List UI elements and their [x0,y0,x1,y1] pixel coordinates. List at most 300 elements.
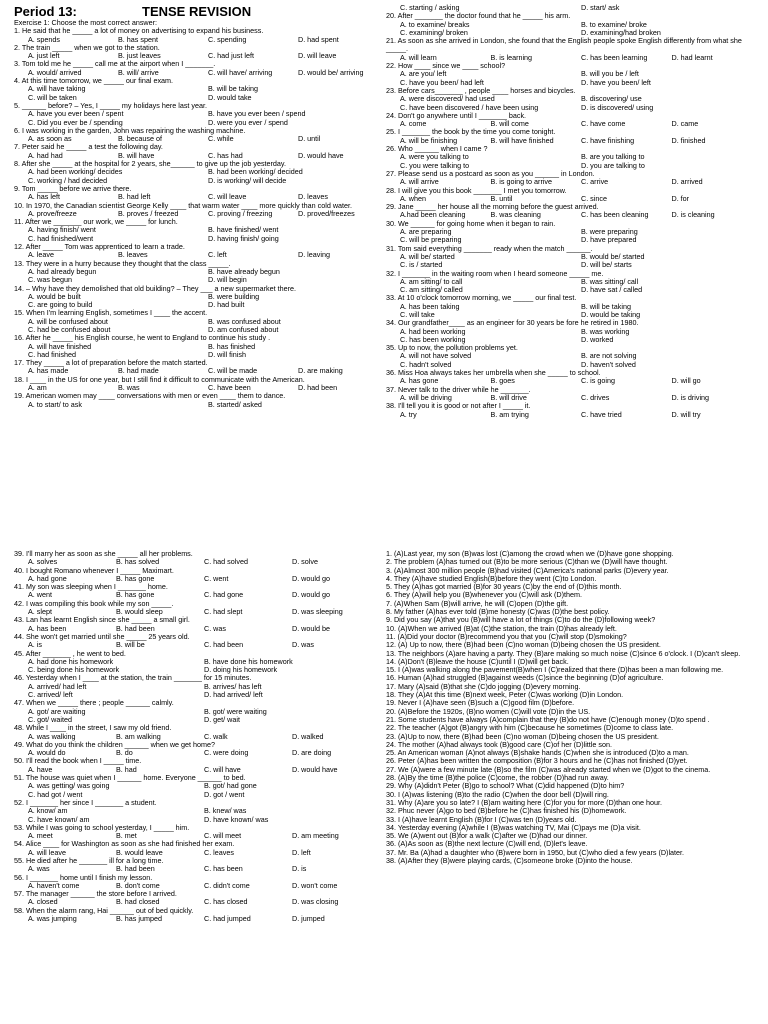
answer-option[interactable]: C. have you been/ had left [400,77,484,87]
answer-option[interactable]: C. hadn't solved [400,359,452,369]
question-item [14,874,380,891]
answer-option[interactable]: B. has gone [116,573,155,583]
bottom-right-column [386,550,762,865]
answer-option[interactable]: B. will drive [490,392,527,402]
answer-option[interactable]: A. has gone [400,376,439,386]
answer-option[interactable]: B. has jumped [116,914,162,924]
answer-option[interactable]: B. have you ever been / spend [208,109,306,119]
answer-option[interactable]: C. had finished/went [28,233,94,243]
error-sentence: 28. (A)By the time (B)the police (C)come, the robber (D)had run away. [386,773,609,783]
answer-option[interactable]: C. working / had decided [28,175,108,185]
answer-option[interactable]: C. has been cleaning [581,210,649,220]
question-item [386,87,762,112]
answer-option[interactable]: D. have known/ was [204,814,269,824]
answer-options [14,658,380,675]
question-number: 1. [14,26,20,36]
answer-option[interactable]: D. had been [298,383,338,393]
question-number: 7. [14,142,20,152]
answer-option[interactable]: A. were you talking to [400,152,469,162]
answer-option[interactable]: C. will meet [204,831,242,841]
answer-option[interactable]: D. was sleeping [292,607,343,617]
error-sentence: 19. Never I (A)have seen (B)such a (C)good film (D)before. [386,698,575,708]
answer-option[interactable]: C. drives [581,392,610,402]
answer-option[interactable]: A. come [400,119,427,129]
answer-options [386,411,762,419]
answer-option[interactable]: C. have come [581,119,626,129]
answer-option[interactable]: B. had been working/ decided [208,167,303,177]
answer-option[interactable]: C. while [208,134,234,144]
answer-option[interactable]: C. had got / went [28,789,83,799]
answer-option[interactable]: C. had gone [204,590,244,600]
answer-option[interactable]: D. doing his homework [204,665,278,675]
answer-option[interactable]: A. to start/ to ask [28,399,82,409]
answer-option[interactable]: B. had made [118,366,159,376]
answer-option[interactable]: B. was cleaning [490,210,541,220]
answer-option[interactable]: B. proves / freezed [118,208,179,218]
answer-option[interactable]: D. you are talking to [581,160,645,170]
answer-option[interactable]: C. will leave [208,192,247,202]
answer-option[interactable]: D. is cleaning [671,210,715,220]
answer-option[interactable]: A. will leave [28,847,66,857]
answer-option[interactable]: C. examining/ broken [400,27,468,37]
answer-option[interactable]: C. was begun [28,275,72,285]
answer-option[interactable]: B. is going to arrive [490,177,553,187]
answer-option[interactable]: A. got/ are waiting [28,706,86,716]
answer-option[interactable]: A. had been working/ decides [28,167,123,177]
answer-option[interactable]: B. got/ were waiting [204,706,267,716]
answer-option[interactable]: A. has left [28,192,60,202]
answer-option[interactable]: C. will take [400,309,435,319]
error-sentence: 23. (A)Up to now, there (B)had been (C)no woman (D)being chosen the US president. [386,731,659,741]
answer-option[interactable]: A. had gone [28,573,67,583]
question-item [14,243,388,260]
answer-option[interactable]: B. would leave [116,847,163,857]
answer-option[interactable]: C. arrived/ left [28,690,73,700]
answer-option[interactable]: C. have been discovered / have been using [400,102,539,112]
answer-option[interactable]: A. am sitting/ to call [400,276,463,286]
answer-option[interactable]: A. has been [28,623,67,633]
answer-option[interactable]: D. am meeting [292,831,339,841]
answer-option[interactable]: A. had had [28,150,63,160]
answer-option[interactable]: B. have done his homework [204,656,293,666]
answer-option[interactable]: A. had already begun [28,266,97,276]
answer-option[interactable]: A. will not have solved [400,351,472,361]
question-text: My son was sleeping when I _______ home. [26,582,168,592]
answer-option[interactable]: B. was confused about [208,316,281,326]
answer-option[interactable]: A. as soon as [28,134,72,144]
answer-option[interactable]: A. when [400,193,426,203]
answer-options [14,401,388,409]
answer-option[interactable]: B. would be/ started [581,251,645,261]
answer-options [14,782,380,799]
answer-option[interactable]: A. will have taking [28,84,86,94]
answer-options [386,228,762,245]
question-item [386,369,762,386]
answer-option[interactable]: B. started/ asked [208,399,262,409]
answer-option[interactable]: B. just leaves [118,51,161,61]
answer-option[interactable]: B. were building [208,291,260,301]
answer-option[interactable]: B. to examine/ broke [581,19,647,29]
answer-option[interactable]: A. having finish/ went [28,225,96,235]
answer-option[interactable]: D. got / went [204,789,245,799]
answer-option[interactable]: B. will be [116,640,145,650]
answer-option[interactable]: A. have you ever been / spent [28,109,124,119]
answer-option[interactable]: C. proving / freezing [208,208,273,218]
answer-option[interactable]: C. had slept [204,607,243,617]
answer-option[interactable]: B. would sleep [116,607,163,617]
answer-option[interactable]: A. has been taking [400,301,460,311]
question-number: 45. [14,648,24,658]
answer-option[interactable]: C. was [204,623,226,633]
answer-option[interactable]: A. prove/freeze [28,208,77,218]
error-sentence: 16. Human (A)had struggled (B)against weeds (C)since the beginning (D)of agriculture. [386,673,664,683]
answer-option[interactable]: C. had finished [28,349,76,359]
answer-option[interactable]: A. would be built [28,291,81,301]
answer-option[interactable]: C. left [208,250,227,260]
answer-option[interactable]: C. had just left [208,51,254,61]
answer-option[interactable]: D. will go [671,376,701,386]
answer-option[interactable]: D. were you ever / spend [208,117,288,127]
question-item [14,309,388,334]
answer-option[interactable]: A. were discovered/ had used [400,94,495,104]
answer-option[interactable]: D. was [292,640,314,650]
answer-option[interactable]: D. would have [298,150,344,160]
answer-option[interactable]: D. leaving [298,250,330,260]
answer-option[interactable]: D. had arrived/ left [204,690,263,700]
answer-option[interactable]: D. is discovered/ using [581,102,654,112]
answer-option[interactable]: B. is learning [490,52,533,62]
answer-option[interactable]: D. for [671,193,690,203]
question-number: 6. [14,125,20,135]
answer-option[interactable]: B. discovering/ use [581,94,642,104]
answer-option[interactable]: D. would have [292,764,338,774]
answer-option[interactable]: B. was [118,383,140,393]
answer-option[interactable]: A. is [28,640,42,650]
answer-option[interactable]: C. have known/ am [28,814,90,824]
answer-option[interactable]: D. will finish [208,349,246,359]
answer-option[interactable]: D. have you been/ left [581,77,651,87]
question-number: 18. [14,374,24,384]
question-number: 58. [14,905,24,915]
answer-option[interactable]: B. am trying [490,409,529,419]
answer-option[interactable]: A. just left [28,51,60,61]
question-item [14,27,388,44]
answer-option[interactable]: A. closed [28,897,58,907]
question-text: The manager ______ the store before I arrived. [25,889,177,899]
answer-option[interactable]: C. has been working [400,334,466,344]
answer-option[interactable]: B. has finished [208,341,256,351]
answer-option[interactable]: B. had [116,764,137,774]
answer-option[interactable]: B. was sitting/ call [581,276,639,286]
question-text: – Why have they demolished that old building? – They ___ a new supermarket there. [26,283,296,293]
answer-option[interactable]: A. are you/ left [400,69,447,79]
answer-option[interactable]: D. had spent [298,34,339,44]
answer-option[interactable]: C. will have/ arriving [208,67,273,77]
answer-option[interactable]: B. has spent [118,34,158,44]
answer-option[interactable]: A. will arrive [400,177,439,187]
answer-option[interactable]: D. will begin [208,275,247,285]
answer-option[interactable]: D. left [292,847,311,857]
answer-option[interactable]: D. had built [208,300,245,310]
question-text: After _______ , he went to bed. [25,648,126,658]
answer-option[interactable]: D. is driving [671,392,710,402]
question-number: 46. [14,673,24,683]
answer-option[interactable]: A. have [28,764,53,774]
answer-option[interactable]: A. spends [28,34,60,44]
error-sentence: 25. An American woman (A)not always (B)shake hands (C)when she is introduced (D)to a man. [386,748,689,758]
question-number: 56. [14,872,24,882]
answer-option[interactable]: B. do [116,748,133,758]
error-sentence: 8. My father (A)has ever told (B)me honesty (C)was (D)the best policy. [386,607,610,617]
answer-option[interactable]: B. am walking [116,731,161,741]
answer-option[interactable]: D. leaves [298,192,328,202]
question-item [386,294,762,319]
answer-option[interactable]: D. are doing [292,748,332,758]
answer-option[interactable]: B. were preparing [581,227,638,237]
answer-option[interactable]: C. has closed [204,897,248,907]
answer-option[interactable]: C. are going to build [28,300,93,310]
answer-option[interactable]: A. was walking [28,731,76,741]
answer-option[interactable]: D. is working/ will decide [208,175,287,185]
error-sentence: 22. The teacher (A)got (B)angry with him (C)because he sometimes (D)come to class late. [386,723,674,733]
answer-option[interactable]: C. being done his homework [28,665,120,675]
answer-option[interactable]: C. starting / asking [400,3,460,12]
answer-option[interactable]: B. are not solving [581,351,637,361]
question-item [386,203,762,220]
answer-option[interactable]: D. will try [671,409,701,419]
error-sentence: 38. (A)After they (B)were playing cards, (C)someone broke (D)into the house. [386,855,633,865]
answer-option[interactable]: C. spending [208,34,247,44]
answer-option[interactable]: D. haven't solved [581,359,636,369]
answer-option[interactable]: B. are you talking to [581,152,645,162]
period-label: Period 13: [14,4,77,19]
error-sentence: 17. Mary (A)said (B)that she (C)do jogging (D)every morning. [386,681,581,691]
answer-option[interactable]: A. had been working [400,326,466,336]
answer-option[interactable]: D. until [298,134,321,144]
answer-option[interactable]: A. solves [28,557,58,567]
answer-option[interactable]: A. will be confused about [28,316,108,326]
answer-option[interactable]: C. you were talking to [400,160,470,170]
answer-option[interactable]: D. would be [292,623,330,633]
answer-option[interactable]: A. will be driving [400,392,452,402]
question-item [14,567,380,584]
answer-option[interactable]: B. have already begun [208,266,280,276]
answer-option[interactable]: A. would do [28,748,66,758]
answer-option[interactable]: B. had been [116,623,155,633]
answer-option[interactable]: B. arrives/ has left [204,681,262,691]
answer-option[interactable]: C. Did you ever be / spending [28,117,123,127]
answer-option[interactable]: D. walked [292,731,324,741]
question-text: Before cars_______ , people ____ horses and bicycles. [398,85,576,95]
question-number: 38. [386,401,396,411]
answer-option[interactable]: A. will have finished [28,341,92,351]
answer-option[interactable]: A. went [28,590,52,600]
answer-option[interactable]: B. met [116,831,137,841]
answer-option[interactable]: D. arrived [671,177,703,187]
answer-option[interactable]: C. will be taken [28,92,77,102]
error-sentence: 30. I (A)was listening (B)to the radio (C)when the door bell (D)will ring. [386,789,609,799]
answer-option[interactable]: C. walk [204,731,228,741]
error-sentence: 14. (A)Don't (B)leave the house (C)until I (D)will get back. [386,656,569,666]
question-item [14,757,380,774]
answer-option[interactable]: D. solve [292,557,318,567]
answer-option[interactable]: C. am sitting/ called [400,285,463,295]
answer-option[interactable]: D. start/ ask [581,3,620,12]
answer-option[interactable]: A. try [400,409,417,419]
answer-option[interactable]: C. have tried [581,409,622,419]
answer-option[interactable]: D. would be taking [581,309,641,319]
error-sentence: 33. I (A)have learnt English (B)for I (C)was ten (D)years old. [386,814,577,824]
answer-option[interactable]: A. slept [28,607,52,617]
answer-options [386,153,762,170]
answer-option[interactable]: C. has been [204,864,243,874]
answer-options [386,303,762,320]
answer-option[interactable]: C. will have [204,764,241,774]
answer-option[interactable]: A. to examine/ breaks [400,19,470,29]
question-text: I'll marry her as soon as she _____ all her problems. [26,549,193,558]
answer-option[interactable]: D. have prepared [581,235,637,245]
answer-option[interactable]: B. leaves [118,250,148,260]
answer-option[interactable]: C. will be preparing [400,235,462,245]
answer-option[interactable]: D. will be/ starts [581,260,632,270]
question-number: 23. [386,85,396,95]
answer-option[interactable]: D. get/ wait [204,714,240,724]
answer-option[interactable]: A. was jumping [28,914,77,924]
question-number: 53. [14,822,24,832]
answer-option[interactable]: A. will be/ started [400,251,455,261]
answer-option[interactable]: C. had been [204,640,244,650]
answer-option[interactable]: D. would be/ arriving [298,67,364,77]
answer-option[interactable]: D. is [292,864,307,874]
answer-option[interactable]: A. are preparing [400,227,452,237]
answer-option[interactable]: B. has gone [116,590,155,600]
answer-option[interactable]: C. leaves [204,847,234,857]
answer-option[interactable]: B. will/ arrive [118,67,159,77]
question-number: 47. [14,698,24,708]
answer-option[interactable]: D. jumped [292,914,325,924]
answer-option[interactable]: B. got/ had gone [204,781,257,791]
answer-option[interactable]: B. have finished/ went [208,225,279,235]
answer-option[interactable]: A. has made [28,366,69,376]
question-text: Lan has learnt English since she _____ a small girl. [26,615,190,625]
answer-option[interactable]: B. will be taking [208,84,258,94]
answer-option[interactable]: B. had closed [116,897,160,907]
question-item [386,12,762,37]
answer-option[interactable]: A. arrived/ had left [28,681,87,691]
question-number: 32. [386,268,396,278]
answer-option[interactable]: D. proved/freezes [298,208,355,218]
answer-option[interactable]: A. will learn [400,52,437,62]
answer-option[interactable]: A. would/ arrived [28,67,82,77]
answer-option[interactable]: B. will have [118,150,155,160]
question-number: 22. [386,61,396,71]
question-number: 3. [14,59,20,69]
answer-option[interactable]: C. had solved [204,557,248,567]
answer-option[interactable]: D. am confused about [208,324,279,334]
answer-option[interactable]: D. having finish/ going [208,233,279,243]
answer-option[interactable]: B. was working [581,326,630,336]
answer-option[interactable]: B. knew/ was [204,806,247,816]
answer-option[interactable]: B. because of [118,134,162,144]
answer-option[interactable]: C. since [581,193,607,203]
answer-option[interactable]: C. got/ waited [28,714,72,724]
question-text: As soon as she arrived in London, she found that the English people spoke English differently from what she _____. [386,36,742,54]
question-number: 9. [14,183,20,193]
question-text: The house was quiet when I ______ home. Everyone ______ to bed. [25,773,246,783]
answer-option[interactable]: C. has had [208,150,243,160]
answer-options [386,352,762,369]
answer-option[interactable]: A. know/ am [28,806,68,816]
answer-option[interactable]: A. will be finishing [400,135,458,145]
answer-option[interactable]: D. would go [292,573,330,583]
answer-option[interactable]: A. had done his homework [28,656,114,666]
question-text: Up to now, the pollution problems yet. [398,343,518,353]
answer-option[interactable]: D. was closing [292,897,339,907]
answer-option[interactable]: A. haven't come [28,880,80,890]
answer-option[interactable]: B. has solved [116,557,160,567]
answer-option[interactable]: A. was getting/ was going [28,781,110,791]
answer-option[interactable]: A.had been cleaning [400,210,466,220]
answer-option[interactable]: A. leave [28,250,54,260]
question-number: 44. [14,631,24,641]
question-item [14,60,388,77]
answer-option[interactable]: C. is going [581,376,615,386]
answer-option[interactable]: C. have been [208,383,251,393]
answer-option[interactable]: B. until [490,193,513,203]
answer-option[interactable]: D. will leave [298,51,337,61]
answer-option[interactable]: B. don't come [116,880,160,890]
answer-option[interactable]: B. will you be / left [581,69,639,79]
answer-option[interactable]: D. examining/had broken [581,27,661,37]
answer-option[interactable]: B. goes [490,376,515,386]
answer-option[interactable]: C. didn't come [204,880,250,890]
answer-option[interactable]: B. had been [116,864,155,874]
answer-option[interactable]: D. are making [298,366,343,376]
answer-option[interactable]: D. won't come [292,880,338,890]
question-number: 27. [386,168,396,178]
answer-option[interactable]: C. has been learning [581,52,648,62]
answer-option[interactable]: C. were doing [204,748,249,758]
question-text: After _______ the doctor found that he _____ his arm. [397,11,571,21]
answer-option[interactable]: C. went [204,573,229,583]
answer-option[interactable]: D. have sat / called [581,285,643,295]
answer-option[interactable]: B. will be taking [581,301,631,311]
answer-options [14,708,380,725]
answer-option[interactable]: B. will have finished [490,135,554,145]
answer-option[interactable]: B. had left [118,192,151,202]
question-stem [14,550,380,558]
answer-option[interactable]: D. would go [292,590,330,600]
answer-option[interactable]: C. had jumped [204,914,251,924]
answer-option[interactable]: C. will be made [208,366,258,376]
answer-option[interactable]: D. came [671,119,699,129]
answer-option[interactable]: B. will come [490,119,529,129]
answer-options [386,21,762,38]
answer-option[interactable]: C. had be confused about [28,324,111,334]
answer-option[interactable]: D. had learnt [671,52,713,62]
answer-option[interactable]: C. arrive [581,177,609,187]
error-sentence: 31. Why (A)are you so late? I (B)am waiting here (C)for you for more (D)than one hour. [386,797,663,807]
question-stem [386,402,762,410]
answer-option[interactable]: A. am [28,383,47,393]
answer-option[interactable]: D. would take [208,92,252,102]
answer-option[interactable]: C. have finishing [581,135,635,145]
answer-option[interactable]: D. finished [671,135,706,145]
answer-option[interactable]: D. worked [581,334,614,344]
answer-option[interactable]: C. is / started [400,260,443,270]
answer-option[interactable]: A. was [28,864,50,874]
answer-option[interactable]: A. meet [28,831,53,841]
